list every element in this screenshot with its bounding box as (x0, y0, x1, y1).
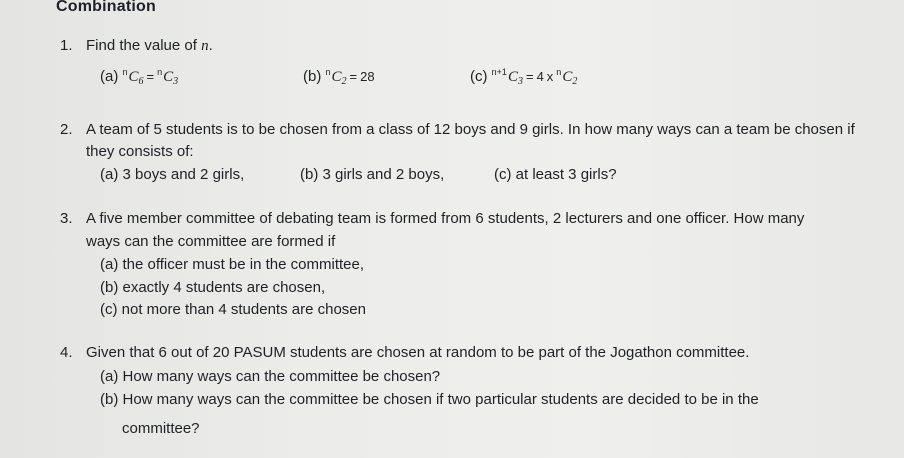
question-1a-label: (a) (100, 68, 119, 85)
question-1b (303, 67, 375, 87)
question-3a: (a) the officer must be in the committee, (100, 256, 365, 273)
question-1c-label: (c) (470, 68, 488, 85)
question-1-number: 1. (60, 37, 73, 54)
question-1a (100, 67, 178, 87)
question-4b-line-2: committee? (122, 420, 200, 437)
question-1b-label: (b) (303, 68, 322, 85)
question-4-number: 4. (60, 344, 73, 361)
question-1-prompt: Find the value of (86, 37, 197, 54)
question-3b: (b) exactly 4 students are chosen, (100, 279, 326, 296)
question-1c-equation: $^{n+1}C_3 = 4$ x $^nC_2$ (491, 67, 578, 87)
question-4a: (a) How many ways can the committee be chosen? (100, 368, 441, 385)
question-1b-equation: $^nC_2 = 28$ (325, 67, 375, 87)
question-2-line-1: A team of 5 students is to be chosen from a class of 12 boys and 9 girls. In how many ways can a team be chosen if (86, 121, 855, 138)
question-3-line-1: A five member committee of debating team is formed from 6 students, 2 lecturers and one officer. How many (86, 210, 805, 227)
question-1a-equation: $^nC_6 = ^nC_3$ (122, 67, 179, 87)
question-4b-line-1: (b) How many ways can the committee be chosen if two particular students are decided to be in the (100, 391, 759, 408)
question-2c: (c) at least 3 girls? (494, 166, 617, 183)
question-3-number: 3. (60, 210, 73, 227)
question-2b: (b) 3 girls and 2 boys, (300, 166, 445, 183)
question-3c: (c) not more than 4 students are chosen (100, 301, 366, 318)
question-1-variable: n (201, 38, 209, 54)
question-3-line-2: ways can the committee are formed if (86, 233, 336, 250)
page-title: Combination (56, 0, 156, 15)
question-1-text (86, 37, 213, 55)
question-2-line-2: they consists of: (86, 143, 194, 160)
question-1c (470, 67, 577, 87)
question-2-number: 2. (60, 121, 73, 138)
question-2a: (a) 3 boys and 2 girls, (100, 166, 245, 183)
question-4-line-1: Given that 6 out of 20 PASUM students are chosen at random to be part of the Jogathon committee. (86, 344, 750, 361)
question-1-period: . (208, 37, 213, 54)
